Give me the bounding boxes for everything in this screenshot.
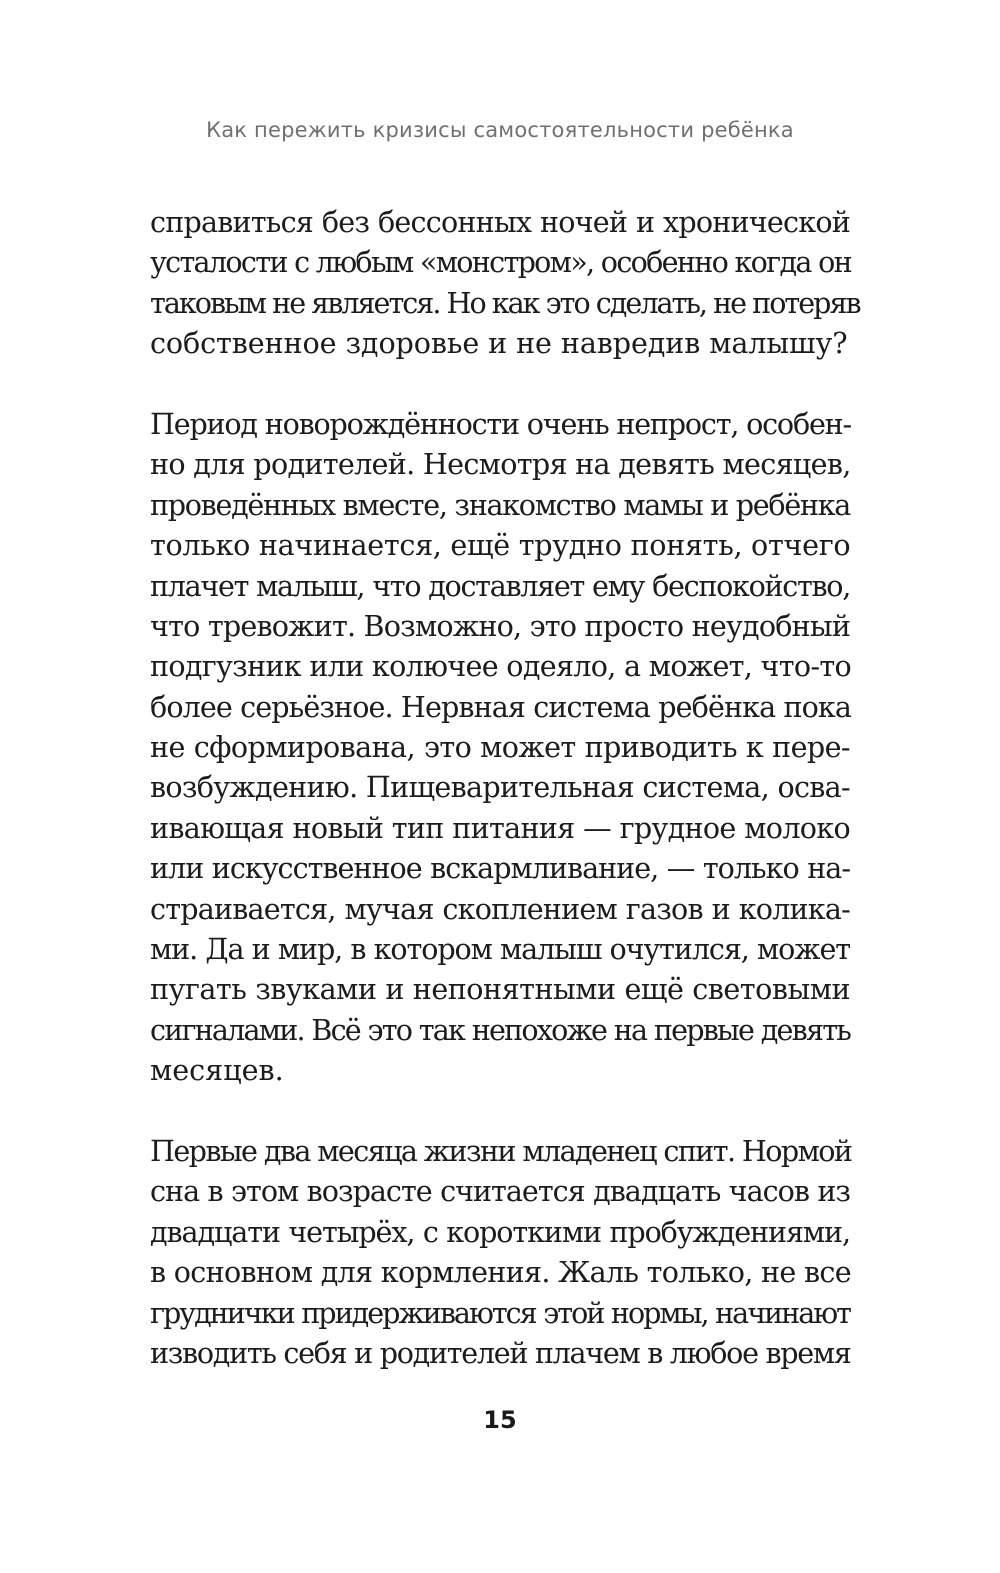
text-line: что тревожит. Возможно, это просто неудобный xyxy=(150,608,851,643)
running-header: Как пережить кризисы самостоятельности ребёнка xyxy=(206,118,794,142)
paragraph-2 xyxy=(150,404,850,1091)
text-line: возбуждению. Пищеварительная система, осва- xyxy=(150,770,850,805)
text-line: месяцев. xyxy=(150,1053,284,1088)
text-line: страивается, мучая скоплением газов и колика- xyxy=(150,891,850,926)
paragraph-spacer xyxy=(150,364,850,404)
body-text xyxy=(150,202,860,1373)
text-line: более серьёзное. Нервная система ребёнка пока xyxy=(150,689,852,724)
text-line: только начинается, ещё трудно понять, отчего xyxy=(150,528,851,563)
text-line: пугать звуками и непонятными ещё световыми xyxy=(150,972,850,1007)
paragraph-3 xyxy=(150,1131,850,1373)
text-line: подгузник или колючее одеяло, а может, что-то xyxy=(150,649,851,684)
text-line: собственное здоровье и не навредив малышу? xyxy=(150,326,848,361)
text-line: не сформирована, это может приводить к пере- xyxy=(150,730,850,765)
text-line: ми. Да и мир, в котором малыш очутился, может xyxy=(150,932,850,967)
text-line: усталости с любым «монстром», особенно когда он xyxy=(150,245,851,280)
text-line: таковым не является. Но как это сделать, не потеряв xyxy=(150,285,860,320)
text-line: двадцати четырёх, с короткими пробуждениями, xyxy=(150,1214,850,1249)
text-line: проведённых вместе, знакомство мамы и ребёнка xyxy=(150,487,851,522)
text-line: изводить себя и родителей плачем в любое время xyxy=(150,1335,851,1370)
text-line: Первые два месяца жизни младенец спит. Нормой xyxy=(150,1133,852,1168)
text-line: груднички придерживаются этой нормы, начинают xyxy=(150,1295,850,1330)
text-line: сна в этом возрасте считается двадцать часов из xyxy=(150,1174,850,1209)
text-line: Период новорождённости очень непрост, особен- xyxy=(150,406,851,441)
page-number: 15 xyxy=(483,1406,517,1434)
text-line: в основном для кормления. Жаль только, не все xyxy=(150,1255,851,1290)
text-line: но для родителей. Несмотря на девять месяцев, xyxy=(150,447,851,482)
text-line: сигналами. Всё это так непохоже на первые девять xyxy=(150,1012,850,1047)
text-line: справиться без бессонных ночей и хронической xyxy=(150,205,850,239)
text-line: ивающая новый тип питания — грудное молоко xyxy=(150,810,850,845)
paragraph-spacer xyxy=(150,1091,850,1131)
text-line: или искусственное вскармливание, — только на- xyxy=(150,851,850,886)
paragraph-1 xyxy=(150,202,860,364)
text-line: плачет малыш, что доставляет ему беспокойство, xyxy=(150,568,850,603)
